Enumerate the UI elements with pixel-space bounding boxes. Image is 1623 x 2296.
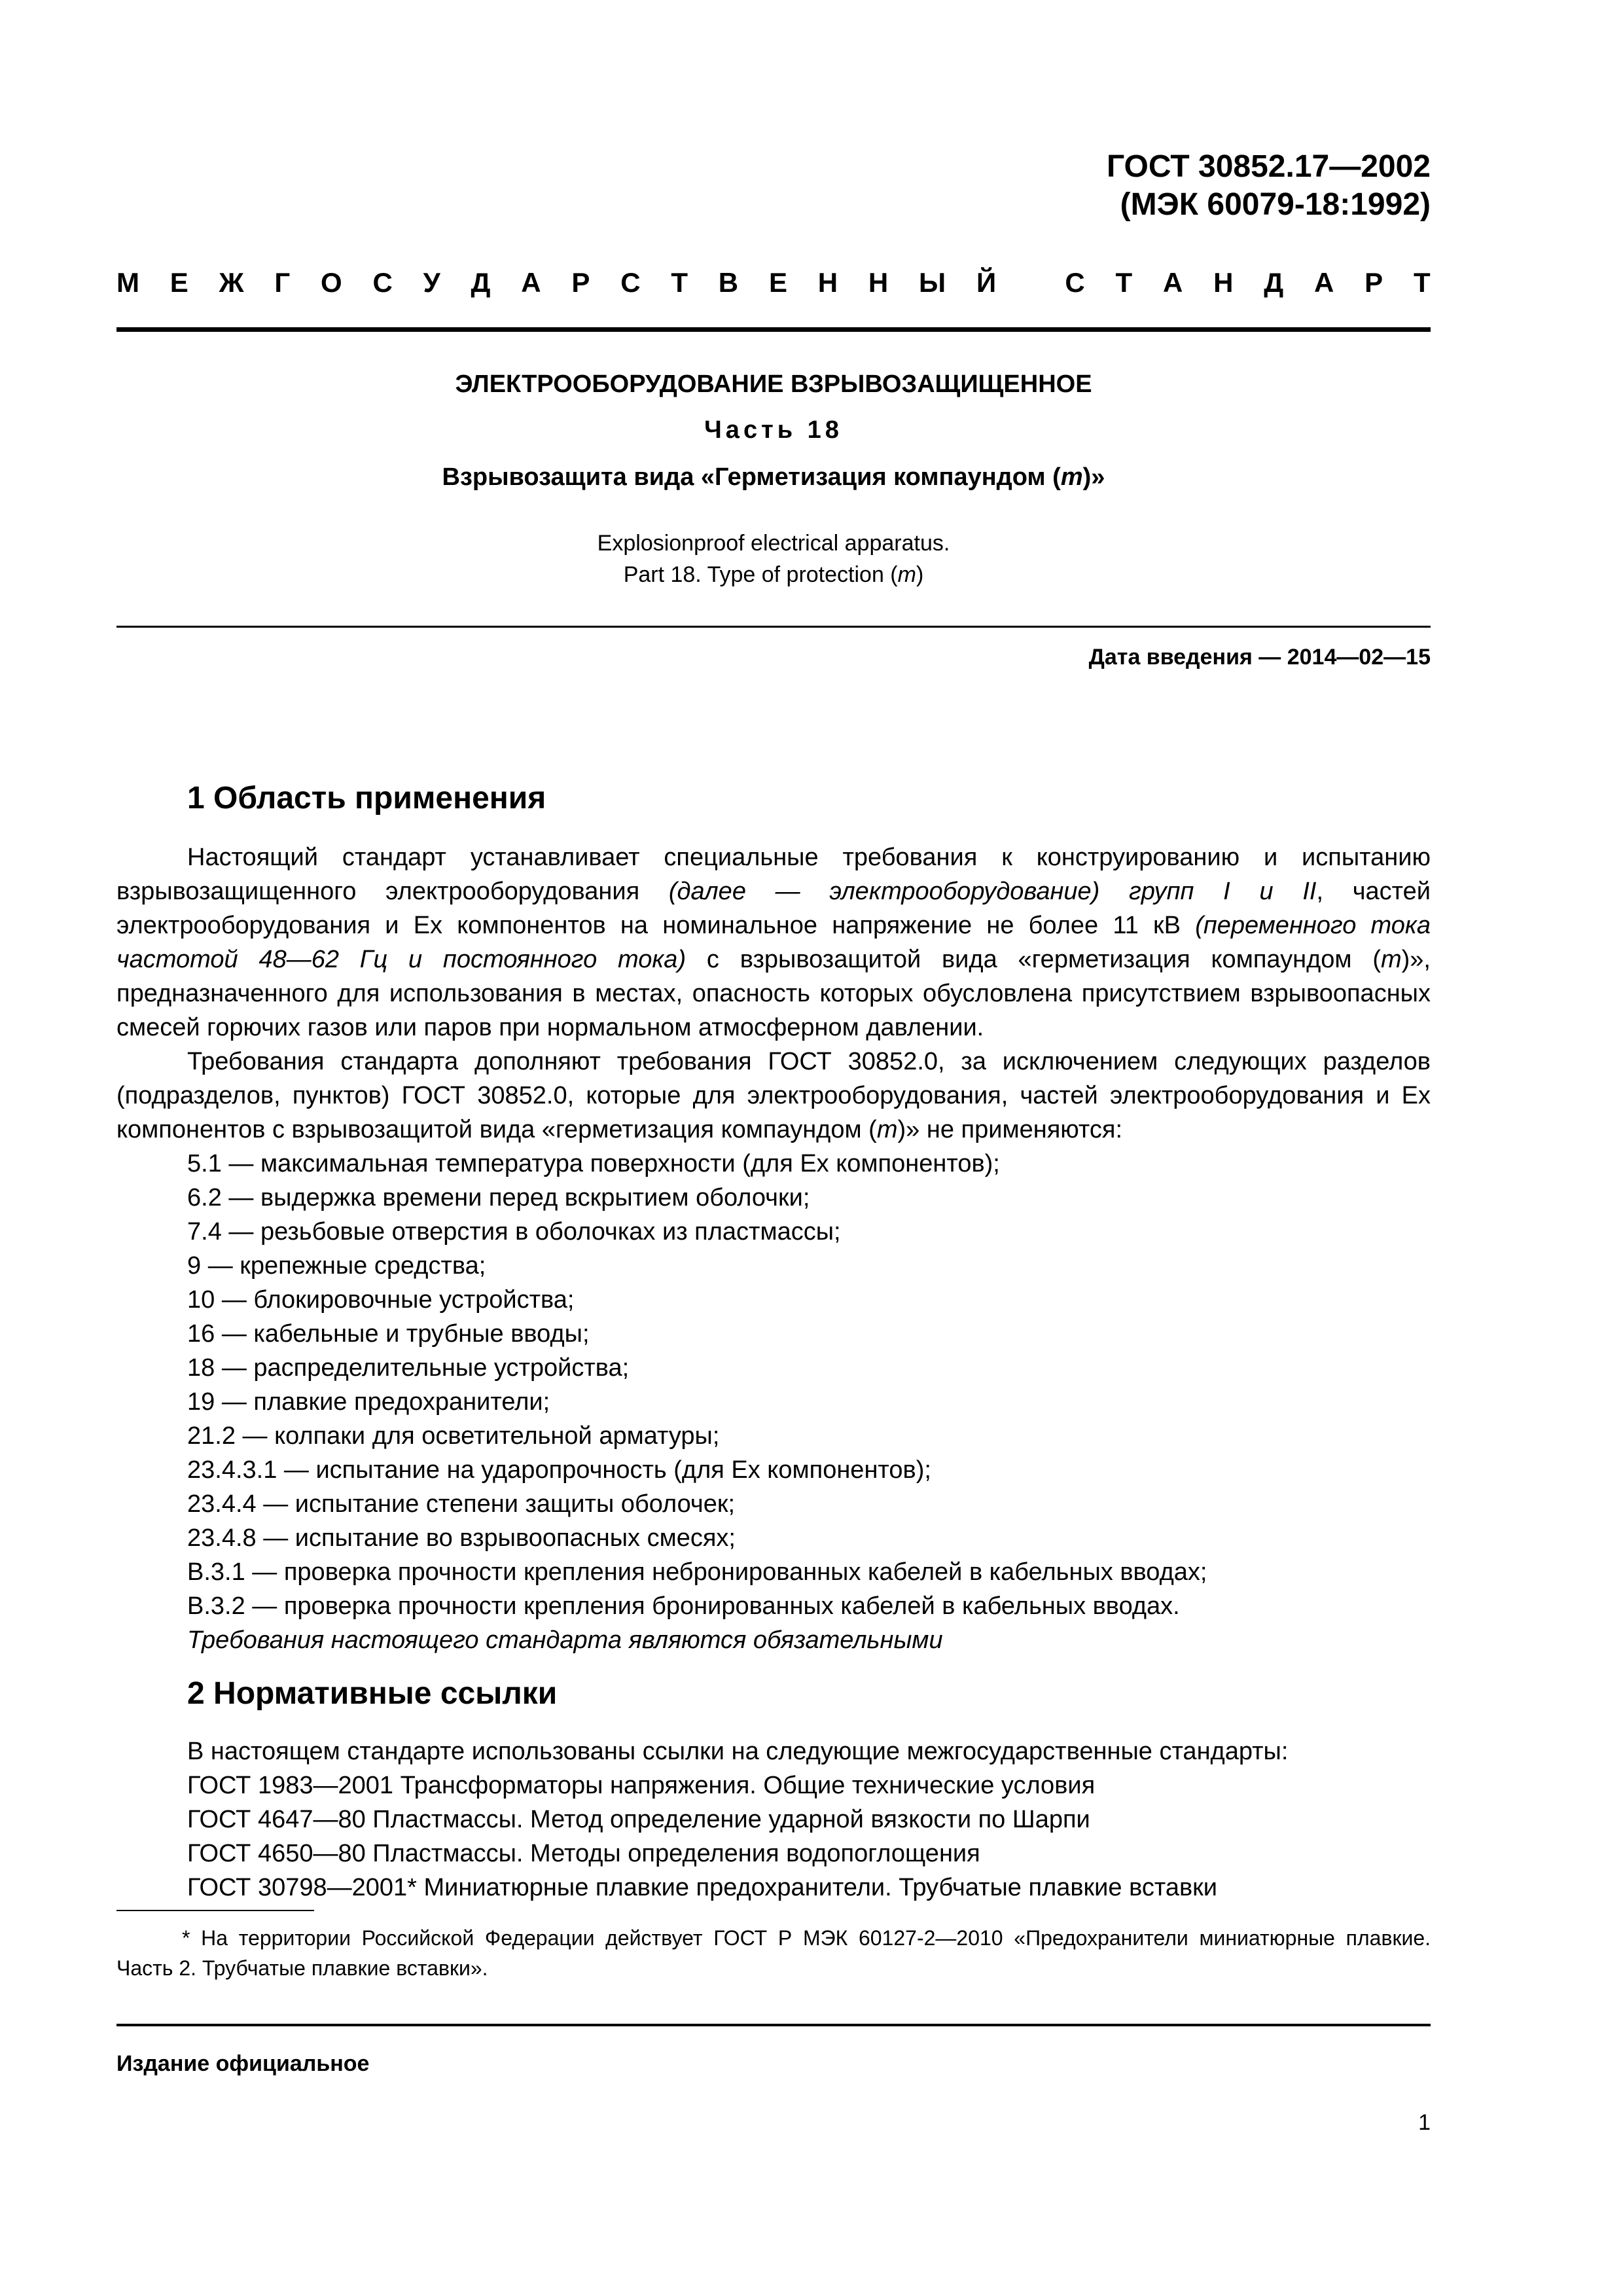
- section-1-paragraph-1: Настоящий стандарт устанавливает специальные требования к конструированию и испытанию взрывозащищенного электрооборудования (далее — электрооборудование) групп I и II, частей электрооборудования и Ex компонентов на номинальное напряжение не более 11 кВ (переменного тока частотой 48—62 Гц и постоянного тока) с взрывозащитой вида «герметизация компаундом (m)», предназначенного для использования в местах, опасность которых обусловлена присутствием взрывоопасных смесей горючих газов или паров при нормальном атмосферном давлении.: [116, 844, 1431, 1041]
- interstate-standard-heading: [116, 267, 1431, 298]
- title-rule: [116, 626, 1431, 628]
- standard-title: ЭЛЕКТРООБОРУДОВАНИЕ ВЗРЫВОЗАЩИЩЕННОЕ: [455, 370, 1092, 398]
- heading-letter: В: [718, 267, 739, 298]
- list-item: 10 — блокировочные устройства;: [187, 1286, 575, 1314]
- heading-letter: А: [1163, 267, 1183, 298]
- list-item: 23.4.4 — испытание степени защиты оболочек;: [187, 1490, 736, 1518]
- heading-letter: Д: [1264, 267, 1284, 298]
- list-item: 23.4.8 — испытание во взрывоопасных смесях;: [187, 1524, 736, 1552]
- heading-letter: Г: [274, 267, 291, 298]
- introduction-date: Дата введения — 2014—02—15: [1088, 645, 1431, 670]
- document-number-block: [645, 148, 1431, 224]
- list-item: В.3.1 — проверка прочности крепления небронированных кабелей в кабельных вводах;: [187, 1558, 1207, 1586]
- heading-letter: О: [320, 267, 342, 298]
- english-title-line2: Part 18. Type of protection (m): [623, 562, 924, 587]
- section-1-title: 1 Область применения: [187, 781, 546, 816]
- heading-letter: Й: [976, 267, 997, 298]
- reference-item: ГОСТ 1983—2001 Трансформаторы напряжения. Общие технические условия: [187, 1772, 1096, 1799]
- heading-word-gap: [1027, 267, 1035, 298]
- heading-letter: Е: [169, 267, 188, 298]
- excluded-clauses-list: [187, 1147, 1431, 1657]
- heading-letter: Т: [671, 267, 688, 298]
- list-item: 21.2 — колпаки для осветительной арматуры;: [187, 1422, 720, 1450]
- list-item: 16 — кабельные и трубные вводы;: [187, 1320, 590, 1348]
- heading-letter: Н: [1213, 267, 1234, 298]
- heading-letter: Т: [1115, 267, 1133, 298]
- heading-letter: Р: [571, 267, 590, 298]
- section-2-title: 2 Нормативные ссылки: [187, 1676, 558, 1711]
- list-item: В.3.2 — проверка прочности крепления бронированных кабелей в кабельных вводах.: [187, 1592, 1180, 1620]
- reference-item: ГОСТ 30798—2001* Миниатюрные плавкие предохранители. Трубчатые плавкие вставки: [187, 1874, 1218, 1901]
- heading-letter: М: [116, 267, 139, 298]
- footer-rule: [116, 2024, 1431, 2026]
- english-title-line1: Explosionproof electrical apparatus.: [597, 531, 950, 556]
- standard-subtitle: Взрывозащита вида «Герметизация компаундом (m)»: [442, 463, 1105, 491]
- list-item: 19 — плавкие предохранители;: [187, 1388, 550, 1416]
- iec-number: (МЭК 60079-18:1992): [1120, 187, 1431, 222]
- heading-letter: С: [1065, 267, 1085, 298]
- heading-letter: Н: [868, 267, 889, 298]
- references-intro: В настоящем стандарте использованы ссылки на следующие межгосударственные стандарты:: [187, 1738, 1289, 1765]
- list-item: 9 — крепежные средства;: [187, 1252, 486, 1280]
- heading-letter: Ж: [219, 267, 244, 298]
- heading-letter: Ы: [919, 267, 946, 298]
- mandatory-note: Требования настоящего стандарта являются обязательными: [187, 1626, 943, 1654]
- footnote: * На территории Российской Федерации действует ГОСТ Р МЭК 60127-2—2010 «Предохранители миниатюрные плавкие. Часть 2. Трубчатые плавкие вставки».: [116, 1926, 1431, 1980]
- heading-letter: С: [372, 267, 393, 298]
- heading-letter: Д: [471, 267, 491, 298]
- list-item: 18 — распределительные устройства;: [187, 1354, 630, 1382]
- english-title: [116, 528, 1431, 590]
- heading-letter: Е: [768, 267, 787, 298]
- part-label: Часть 18: [704, 416, 843, 444]
- list-item: 6.2 — выдержка времени перед вскрытием оболочки;: [187, 1184, 810, 1211]
- heading-letter: У: [423, 267, 440, 298]
- gost-number: ГОСТ 30852.17—2002: [1106, 149, 1431, 184]
- heading-letter: А: [1314, 267, 1334, 298]
- heading-letter: С: [620, 267, 641, 298]
- header-rule: [116, 327, 1431, 332]
- heading-letter: Н: [817, 267, 838, 298]
- heading-letter: А: [521, 267, 541, 298]
- heading-letter: Р: [1364, 267, 1383, 298]
- official-edition-label: Издание официальное: [116, 2051, 370, 2076]
- normative-references-list: [187, 1734, 1431, 1905]
- reference-item: ГОСТ 4650—80 Пластмассы. Методы определения водопоглощения: [187, 1840, 980, 1867]
- list-item: 5.1 — максимальная температура поверхности (для Ex компонентов);: [187, 1150, 1000, 1177]
- list-item: 23.4.3.1 — испытание на ударопрочность (для Ex компонентов);: [187, 1456, 931, 1484]
- page-number: 1: [1418, 2110, 1431, 2135]
- section-1-paragraph-2: Требования стандарта дополняют требования ГОСТ 30852.0, за исключением следующих разделов (подразделов, пунктов) ГОСТ 30852.0, которые для электрооборудования, частей электрооборудования и Ex компонентов с взрывозащитой вида «герметизация компаундом (m)» не применяются:: [116, 1048, 1431, 1143]
- footnote-rule: [116, 1910, 314, 1911]
- list-item: 7.4 — резьбовые отверстия в оболочках из пластмассы;: [187, 1218, 841, 1246]
- reference-item: ГОСТ 4647—80 Пластмассы. Метод определение ударной вязкости по Шарпи: [187, 1806, 1090, 1833]
- heading-letter: Т: [1413, 267, 1431, 298]
